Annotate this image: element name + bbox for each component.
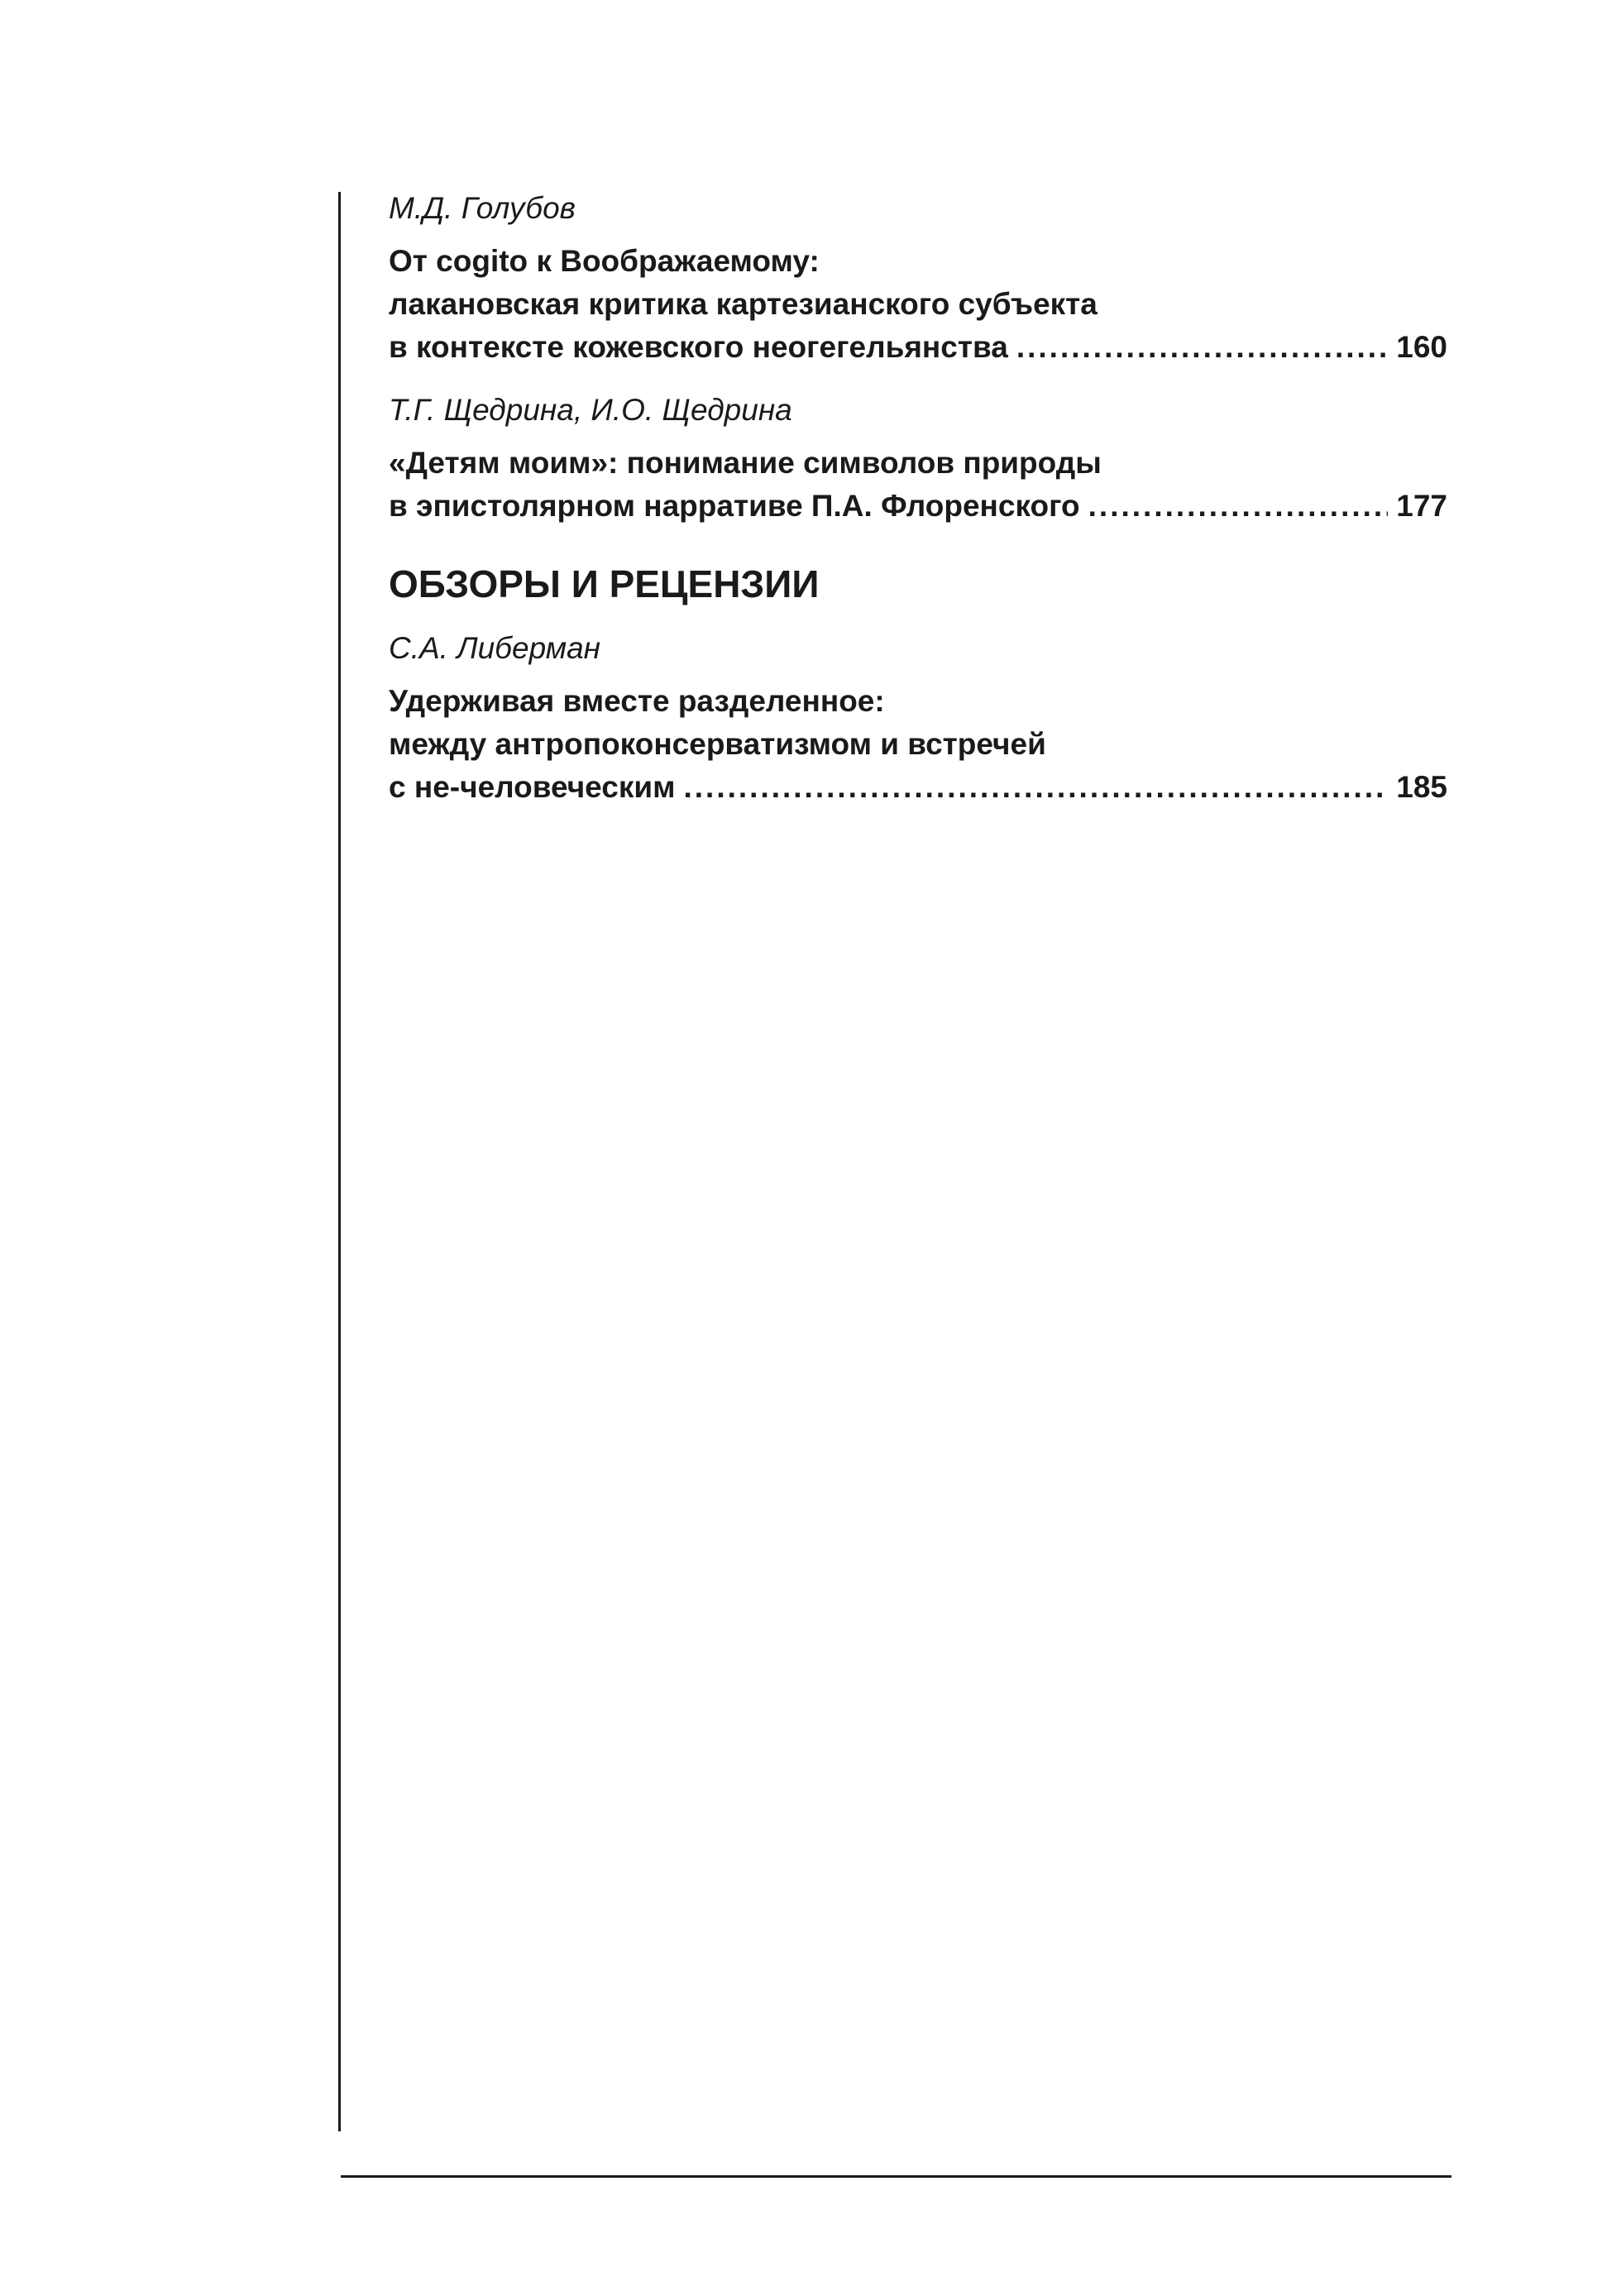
entry-title-last-line bbox=[389, 766, 1447, 809]
vertical-rule bbox=[338, 192, 341, 2131]
entry-page-number[interactable]: 185 bbox=[1396, 770, 1447, 804]
entry-title-last-line bbox=[389, 485, 1447, 528]
dot-leader bbox=[1088, 485, 1389, 528]
entry-title-line: в контексте кожевского неогегельянства bbox=[389, 330, 1008, 364]
entry-author: М.Д. Голубов bbox=[389, 191, 576, 225]
entry-title-line: с не-человеческим bbox=[389, 770, 676, 804]
toc-entry-shchedrina bbox=[389, 389, 1447, 528]
section-heading: ОБЗОРЫ И РЕЦЕНЗИИ bbox=[389, 562, 820, 605]
toc-entry-liberman bbox=[389, 627, 1447, 809]
entry-title-line: лакановская критика картезианского субъекта bbox=[389, 287, 1097, 321]
entry-author: С.А. Либерман bbox=[389, 631, 601, 665]
entry-title-line: «Детям моим»: понимание символов природы bbox=[389, 446, 1102, 480]
bottom-rule bbox=[341, 2175, 1451, 2178]
entry-title-line: в эпистолярном нарративе П.А. Флоренского bbox=[389, 489, 1080, 523]
entry-author: Т.Г. Щедрина, И.О. Щедрина bbox=[389, 393, 792, 427]
entry-page-number[interactable]: 160 bbox=[1396, 330, 1447, 364]
entry-title-line: От cogito к Воображаемому: bbox=[389, 244, 820, 278]
entry-page-number[interactable]: 177 bbox=[1396, 489, 1447, 523]
entry-title-line: между антропоконсерватизмом и встречей bbox=[389, 727, 1046, 761]
entry-title-line: Удерживая вместе разделенное: bbox=[389, 684, 885, 718]
dot-leader bbox=[683, 766, 1388, 809]
table-of-contents bbox=[389, 187, 1447, 829]
entry-title-last-line bbox=[389, 326, 1447, 369]
toc-entry-golubov bbox=[389, 187, 1447, 369]
dot-leader bbox=[1016, 326, 1388, 369]
